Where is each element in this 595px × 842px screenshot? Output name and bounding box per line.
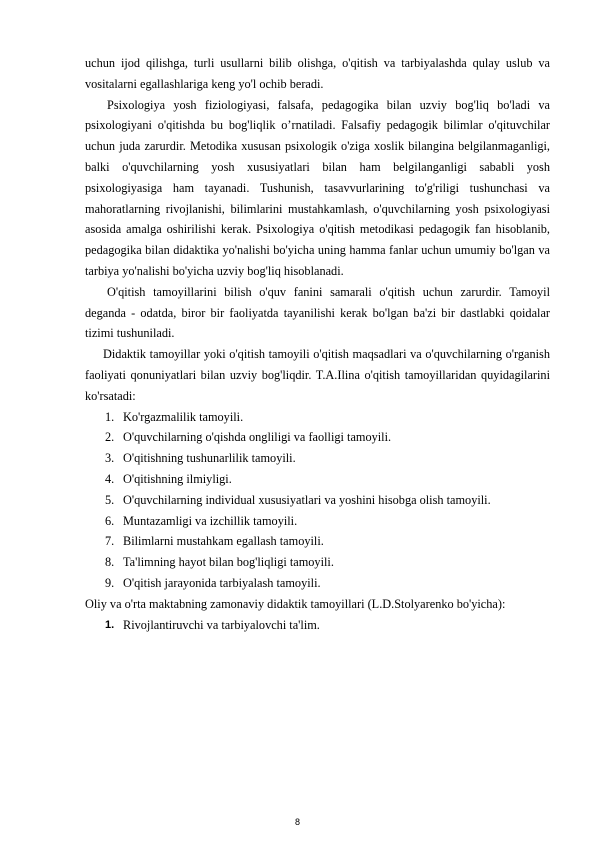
paragraph-psychology: Psixologiya yosh fiziologiyasi, falsafa, pedagogika bilan uzviy bog'liq bo'ladi va psixologiyani o'qitishda bu bog'liqlik o’rnatiladi. Falsafiy pedagogik bilimlar o'qituvchilar uchun juda zarurdir. Metodika xususan psixologik o'ziga xoslik bilangina belgilanmaganligi, balki o'quvchilarning yosh xususiyatlari bilan ham belgilanganligi sababli yosh psixologiyasiga ham tayanadi. Tushunish, tasavvurlarining to'g'riligi tushunchasi va mahoratlarning rivojlanishi, bilimlarini mustahkamlash, o'quvchilarning yosh psixologiyasi asosida amalga oshirilishi kerak. Psixologiya o'qitish metodikasi pedagogik fan hisoblanib, pedagogika bilan didaktika yo'nalishi bo'yicha uning hamma fanlar uchun umumiy bo'lgan va tarbiya yo'nalishi bo'yicha uzviy bog'liq hisoblanadi. bbox=[85, 97, 550, 278]
list-item bbox=[85, 615, 550, 636]
list-item-number: 1. bbox=[105, 409, 115, 424]
list-item-text: Muntazamligi va izchillik tamoyili. bbox=[123, 513, 298, 528]
list-item bbox=[85, 531, 550, 552]
list-item-text: Ko'rgazmalilik tamoyili. bbox=[123, 409, 244, 424]
list-item bbox=[85, 469, 550, 490]
list-item-number: 9. bbox=[105, 575, 115, 590]
paragraph-modern-principles: Oliy va o'rta maktabning zamonaviy didaktik tamoyillari (L.D.Stolyarenko bo'yicha): bbox=[85, 596, 506, 611]
list-item-number: 5. bbox=[105, 492, 115, 507]
modern-principles-list bbox=[85, 615, 550, 636]
page-number: 8 bbox=[294, 817, 300, 827]
list-item-number: 1. bbox=[105, 618, 115, 631]
list-item-number: 8. bbox=[105, 555, 115, 570]
list-item bbox=[85, 573, 550, 594]
list-item-number: 3. bbox=[105, 451, 115, 466]
list-item-text: Ta'limning hayot bilan bog'liqligi tamoyili. bbox=[123, 555, 334, 570]
list-item bbox=[85, 490, 550, 511]
list-item bbox=[85, 552, 550, 573]
list-item-text: O'qitishning tushunarlilik tamoyili. bbox=[123, 451, 296, 466]
paragraph-principles: O'qitish tamoyillarini bilish o'quv fanini samarali o'qitish uchun zarurdir. Tamoyil deganda - odatda, biror bir faoliyatda tayanilishi kerak bo'lgan ba'zi bir dastlabki qoidalar tizimi tushuniladi. bbox=[85, 284, 550, 341]
list-item bbox=[85, 511, 550, 532]
list-item-number: 2. bbox=[105, 430, 115, 445]
list-item bbox=[85, 427, 550, 448]
list-item-text: O'quvchilarning individual xususiyatlari va yoshini hisobga olish tamoyili. bbox=[123, 492, 491, 507]
document-body bbox=[85, 53, 550, 635]
list-item-text: O'qitish jarayonida tarbiyalash tamoyili. bbox=[123, 575, 321, 590]
principles-list bbox=[85, 407, 550, 594]
list-item bbox=[85, 407, 550, 428]
list-item-number: 4. bbox=[105, 471, 115, 486]
list-item-text: Rivojlantiruvchi va tarbiyalovchi ta'lim. bbox=[123, 617, 320, 632]
list-item-number: 7. bbox=[105, 534, 115, 549]
list-item-number: 6. bbox=[105, 513, 115, 528]
list-item-text: Bilimlarni mustahkam egallash tamoyili. bbox=[123, 534, 324, 549]
list-item bbox=[85, 448, 550, 469]
list-item-text: O'qitishning ilmiyligi. bbox=[123, 471, 232, 486]
paragraph-intro: uchun ijod qilishga, turli usullarni bilib olishga, o'qitish va tarbiyalashda qulay uslub va vositalarni egallashlariga keng yo'l ochib beradi. bbox=[85, 56, 550, 91]
list-item-text: O'quvchilarning o'qishda ongliligi va faolligi tamoyili. bbox=[123, 430, 392, 445]
paragraph-didactic: Didaktik tamoyillar yoki o'qitish tamoyili o'qitish maqsadlari va o'quvchilarning o'rganish faoliyati qonuniyatlari bilan uzviy bog'liqdir. T.A.Ilina o'qitish tamoyillaridan quyidagilarini ko'rsatadi: bbox=[85, 347, 550, 403]
